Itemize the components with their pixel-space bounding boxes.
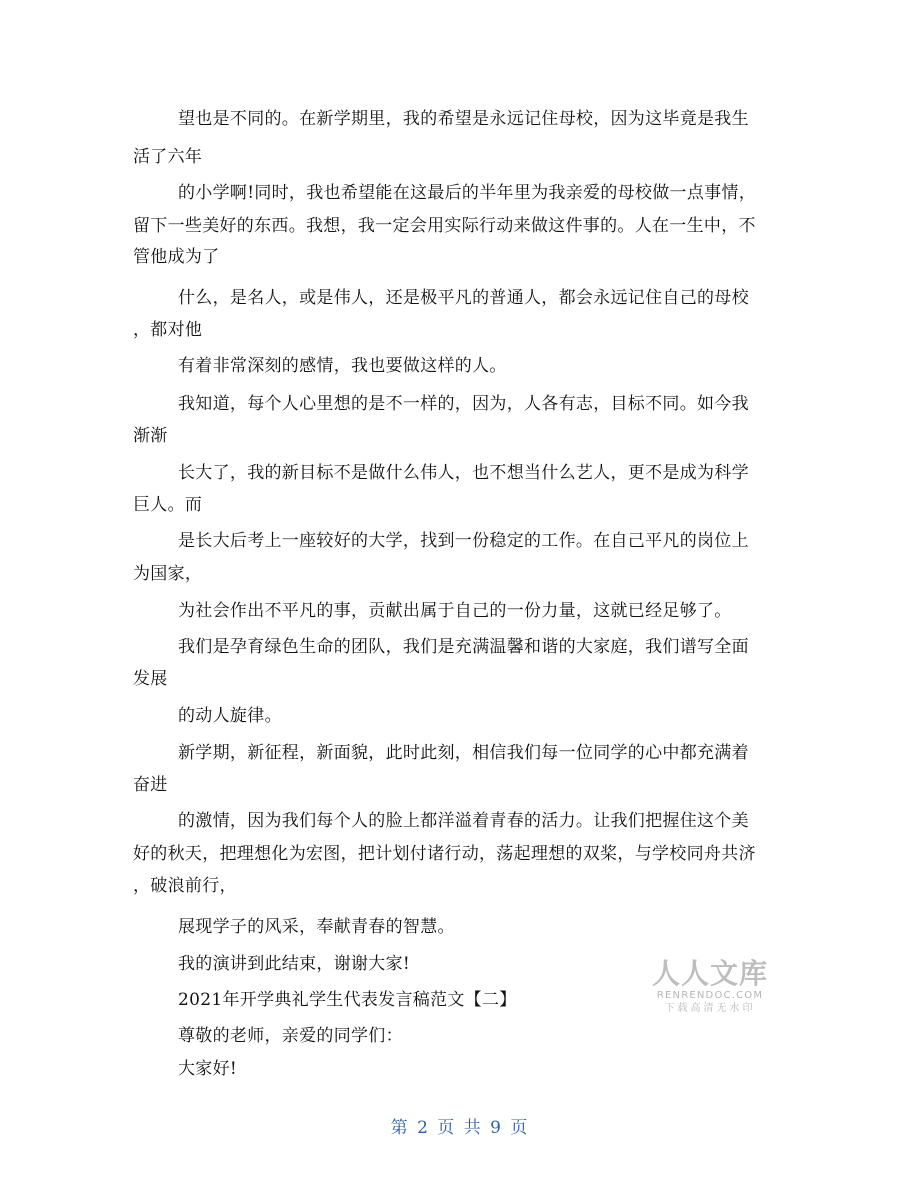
watermark-logo — [648, 958, 772, 1016]
page-indicator: 第 2 页 共 9 页 — [390, 1118, 530, 1138]
text-line-3: 的小学啊!同时，我也希望能在这最后的半年里为我亲爱的母校做一点事情， — [178, 183, 757, 203]
text-line-5: 管他成为了 — [133, 247, 220, 267]
text-line-21: 的激情，因为我们每个人的脸上都洋溢着青春的活力。让我们把握住这个美 — [178, 811, 749, 831]
text-line-2: 活了六年 — [133, 147, 203, 167]
watermark-subtitle: 下载高清无水印 — [664, 1003, 756, 1014]
text-line-19: 新学期，新征程，新面貌，此时此刻，相信我们每一位同学的心中都充满着 — [178, 743, 749, 763]
text-line-11: 长大了，我的新目标不是做什么伟人，也不想当什么艺人，更不是成为科学 — [178, 463, 749, 483]
text-line-17: 发展 — [133, 669, 168, 689]
salutation-line: 大家好! — [178, 1059, 238, 1079]
section-heading: 2021年开学典礼学生代表发言稿范文【二】 — [178, 990, 517, 1010]
text-line-25: 我的演讲到此结束，谢谢大家! — [178, 954, 411, 974]
text-line-13: 是长大后考上一座较好的大学，找到一份稳定的工作。在自己平凡的岗位上 — [178, 531, 749, 551]
text-line-6: 什么，是名人，或是伟人，还是极平凡的普通人，都会永远记住自己的母校 — [178, 288, 749, 308]
watermark-domain: RENRENDOC.COM — [656, 990, 764, 1001]
text-line-1: 望也是不同的。在新学期里，我的希望是永远记住母校，因为这毕竟是我生 — [178, 109, 749, 129]
text-line-8: 有着非常深刻的感情，我也要做这样的人。 — [178, 356, 507, 376]
text-line-16: 我们是孕育绿色生命的团队，我们是充满温馨和谐的大家庭，我们谱写全面 — [178, 637, 749, 657]
text-line-15: 为社会作出不平凡的事，贡献出属于自己的一份力量，这就已经足够了。 — [178, 601, 732, 621]
greeting-line: 尊敬的老师，亲爱的同学们： — [178, 1026, 403, 1046]
text-line-9: 我知道，每个人心里想的是不一样的，因为，人各有志，目标不同。如今我 — [178, 394, 749, 414]
text-line-18: 的动人旋律。 — [178, 706, 282, 726]
text-line-14: 为国家， — [133, 564, 203, 584]
text-line-23: ，破浪前行， — [133, 876, 237, 896]
text-line-22: 好的秋天，把理想化为宏图，把计划付诸行动，荡起理想的双桨，与学校同舟共济 — [133, 844, 756, 864]
text-line-10: 渐渐 — [133, 426, 168, 446]
text-line-20: 奋进 — [133, 775, 168, 795]
text-line-7: ，都对他 — [133, 320, 203, 340]
text-line-4: 留下一些美好的东西。我想，我一定会用实际行动来做这件事的。人在一生中，不 — [133, 216, 756, 236]
watermark-title: 人人文库 — [651, 957, 768, 990]
text-line-12: 巨人。而 — [133, 495, 203, 515]
text-line-24: 展现学子的风采，奉献青春的智慧。 — [178, 917, 455, 937]
